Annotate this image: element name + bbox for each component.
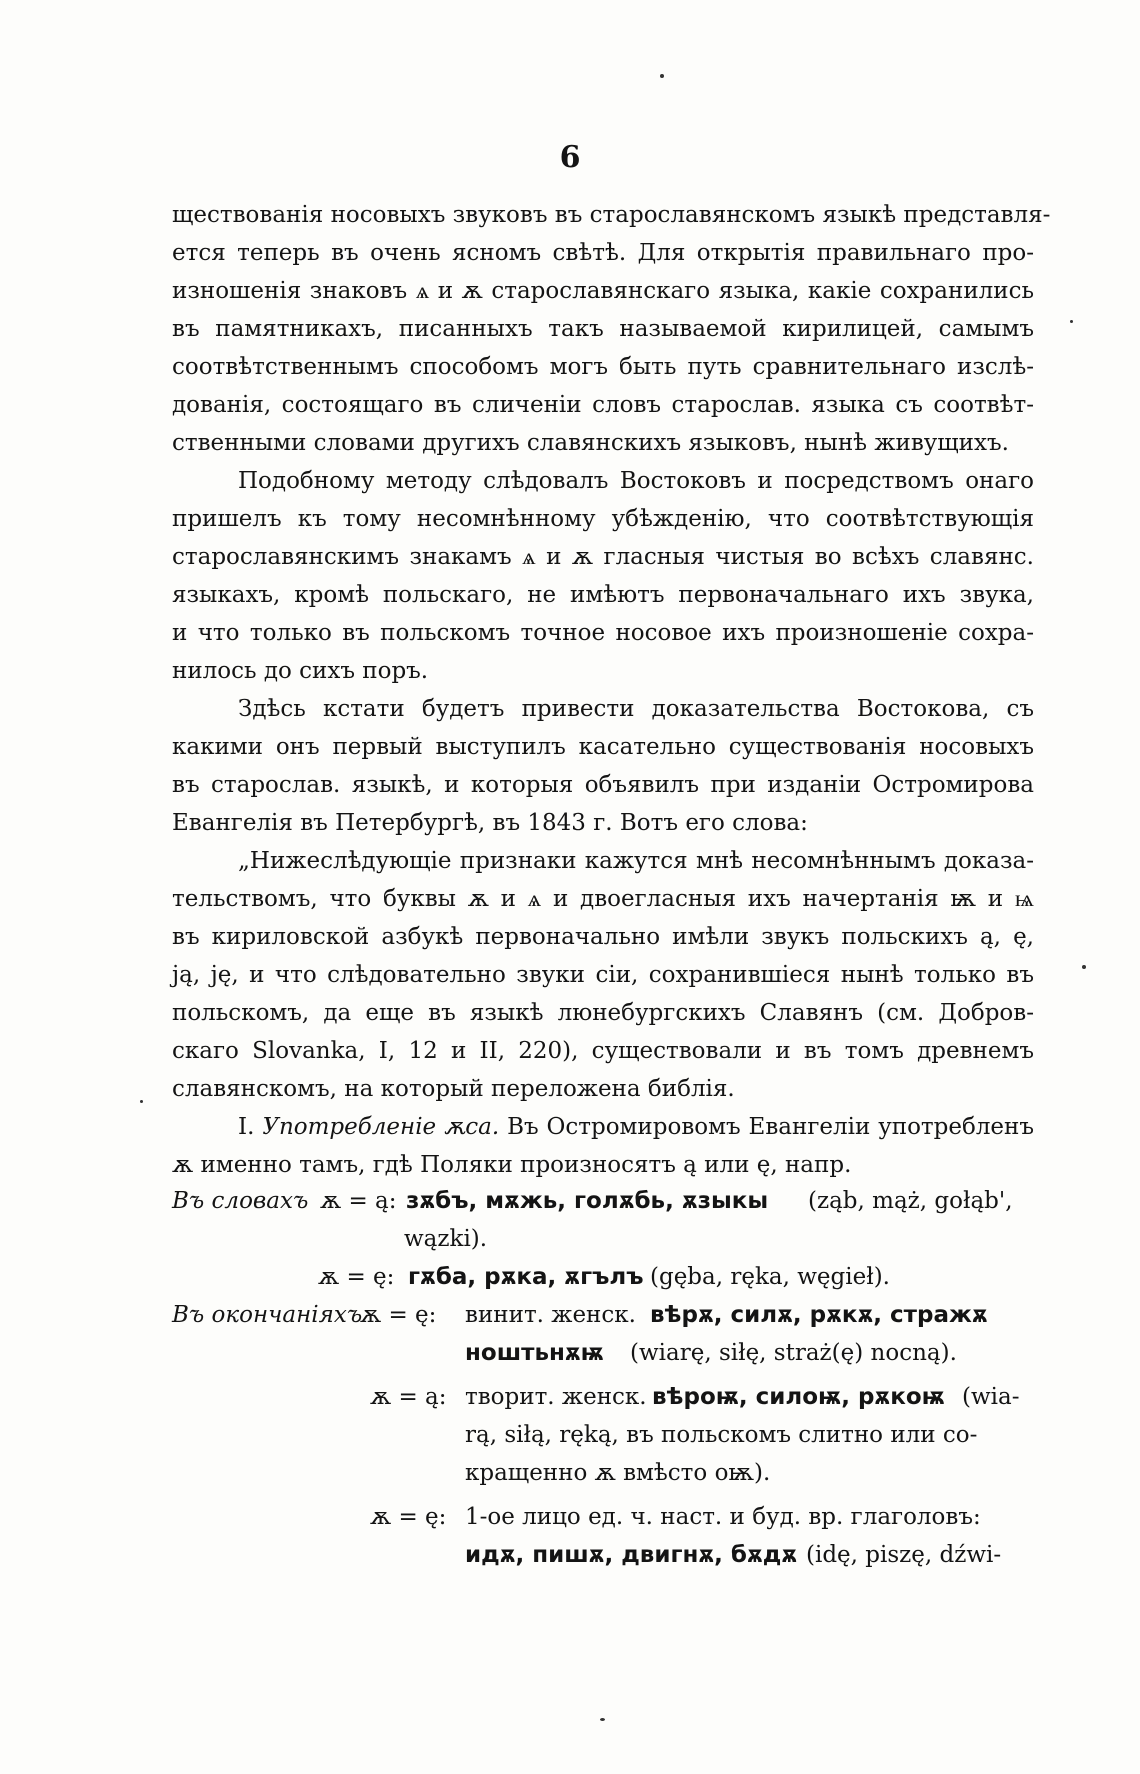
section-title: Употребленіе ѫса.: [262, 1114, 500, 1140]
equation: ѫ = ą:: [320, 1188, 397, 1214]
text-line: какими онъ первый выступилъ касательно существованія носовыхъ: [172, 734, 1034, 760]
text-line: нилось до сихъ поръ.: [172, 658, 429, 684]
grammar-note: творит. женск.: [465, 1384, 647, 1410]
latin-words: (ząb, mąż, gołąb',: [808, 1188, 1013, 1214]
section-number: I.: [238, 1114, 255, 1140]
ocs-words: вѣрѫ, силѫ, рѫкѫ, стражѫ: [650, 1302, 988, 1328]
text-line: ственными словами другихъ славянскихъ языковъ, нынѣ живущихъ.: [172, 430, 1009, 456]
latin-words: wązki).: [404, 1226, 488, 1252]
text-line: польскомъ, да еще въ языкѣ люнебургскихъ Славянъ (см. Добров-: [172, 1000, 1034, 1026]
latin-words: rą, siłą, ręką, въ польскомъ слитно или со-: [465, 1422, 978, 1448]
text-line: „Нижеслѣдующіе признаки кажутся мнѣ несомнѣннымъ доказа-: [238, 848, 1034, 874]
text-line: тельствомъ, что буквы ѫ и ѧ и двоегласныя ихъ начертанія ѭ и ѩ: [172, 886, 1034, 912]
words-label: Въ словахъ: [172, 1188, 309, 1214]
text-line: изношенія знаковъ ѧ и ѫ старославянскаго языка, какіе сохранились: [172, 278, 1034, 304]
page-number: 6: [559, 140, 581, 175]
ocs-words: идѫ, пишѫ, двигнѫ, бѫдѫ: [465, 1542, 798, 1568]
equation: ѫ = ę:: [370, 1504, 447, 1530]
text-line: Евангелія въ Петербургѣ, въ 1843 г. Вотъ его слова:: [172, 810, 808, 836]
print-speck: [600, 1718, 605, 1721]
print-speck: [660, 74, 664, 78]
text-line: и что только въ польскомъ точное носовое ихъ произношеніе сохра-: [172, 620, 1034, 646]
grammar-note: винит. женск.: [465, 1302, 636, 1328]
endings-label: Въ окончаніяхъ: [172, 1302, 363, 1328]
text-line: славянскомъ, на который переложена библія.: [172, 1076, 735, 1102]
text-line: дованія, состоящаго въ сличеніи словъ старослав. языка съ соотвѣт-: [172, 392, 1034, 418]
text-line: ѫ именно тамъ, гдѣ Поляки произносятъ ą или ę, напр.: [172, 1152, 852, 1178]
ocs-words: ноштьнѫѭ: [465, 1340, 604, 1366]
text-line: ществованія носовыхъ звуковъ въ старославянскомъ языкѣ представля-: [172, 202, 1051, 228]
print-speck: [1070, 320, 1073, 323]
text-line: Здѣсь кстати будетъ привести доказательства Востокова, съ: [238, 696, 1034, 722]
text-line: соотвѣтственнымъ способомъ могъ быть путь сравнительнаго изслѣ-: [172, 354, 1034, 380]
section-text: Въ Остромировомъ Евангеліи употребленъ: [507, 1114, 1035, 1140]
equation: ѫ = ę:: [318, 1264, 395, 1290]
ocs-words: гѫба, рѫка, ѫгълъ: [408, 1264, 644, 1290]
ocs-words: вѣроѭ, силоѭ, рѫкоѭ: [652, 1384, 945, 1410]
latin-words: (wia-: [962, 1384, 1020, 1410]
text-line: языкахъ, кромѣ польскаго, не имѣютъ первоначальнаго ихъ звука,: [172, 582, 1034, 608]
equation: ѫ = ę:: [360, 1302, 437, 1328]
text-line: старославянскимъ знакамъ ѧ и ѫ гласныя чистыя во всѣхъ славянс.: [172, 544, 1034, 570]
text-line: ją, ję, и что слѣдовательно звуки сіи, сохранившіеся нынѣ только въ: [172, 962, 1034, 988]
text-line: ется теперь въ очень ясномъ свѣтѣ. Для открытія правильнаго про-: [172, 240, 1034, 266]
text-line: пришелъ къ тому несомнѣнному убѣжденію, что соотвѣтствующія: [172, 506, 1034, 532]
latin-words: (idę, piszę, dźwi-: [806, 1542, 1002, 1568]
ocs-words: зѫбъ, мѫжь, голѫбь, ѫзыкы: [406, 1188, 769, 1214]
text-line: скаго Slovanka, I, 12 и II, 220), существовали и въ томъ древнемъ: [172, 1038, 1034, 1064]
latin-words: (wiarę, siłę, straż(ę) nocną).: [630, 1340, 957, 1366]
latin-words: (gęba, ręka, węgieł).: [650, 1264, 890, 1290]
text-line: въ памятникахъ, писанныхъ такъ называемой кирилицей, самымъ: [172, 316, 1034, 342]
text-line: въ кириловской азбукѣ первоначально имѣли звукъ польскихъ ą, ę,: [172, 924, 1034, 950]
print-speck: [140, 1100, 143, 1103]
print-speck: [1082, 965, 1086, 969]
latin-words: кращенно ѫ вмѣсто оѭ).: [465, 1460, 771, 1486]
text-line: въ старослав. языкѣ, и которыя объявилъ при изданіи Остромирова: [172, 772, 1034, 798]
equation: ѫ = ą:: [370, 1384, 447, 1410]
text-line: Подобному методу слѣдовалъ Востоковъ и посредствомъ онаго: [238, 468, 1034, 494]
grammar-note: 1-ое лицо ед. ч. наст. и буд. вр. глаголовъ:: [465, 1504, 981, 1530]
